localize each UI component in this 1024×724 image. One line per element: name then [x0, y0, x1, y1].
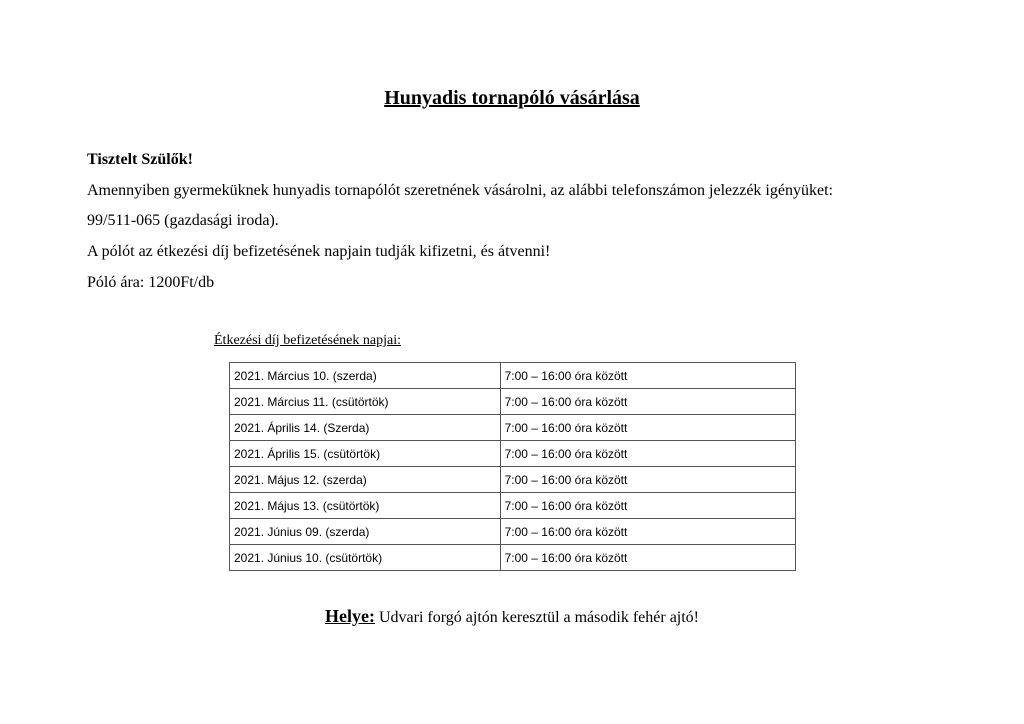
- paragraph-payment: A pólót az étkezési díj befizetésének napjain tudják kifizetni, és átvenni!: [87, 243, 551, 260]
- schedule-date: 2021. Május 13. (csütörtök): [230, 493, 501, 519]
- table-row: [230, 415, 796, 441]
- schedule-date: 2021. Május 12. (szerda): [230, 467, 501, 493]
- schedule-date: 2021. Június 10. (csütörtök): [230, 545, 501, 571]
- schedule-time: 7:00 – 16:00 óra között: [500, 519, 795, 545]
- table-row: [230, 545, 796, 571]
- schedule-time: 7:00 – 16:00 óra között: [500, 467, 795, 493]
- schedule-time: 7:00 – 16:00 óra között: [500, 415, 795, 441]
- schedule-table: [229, 362, 796, 571]
- document-title: Hunyadis tornapóló vásárlása: [384, 87, 640, 109]
- table-row: [230, 389, 796, 415]
- schedule-date: 2021. Április 15. (csütörtök): [230, 441, 501, 467]
- table-row: [230, 363, 796, 389]
- schedule-caption: Étkezési díj befizetésének napjai:: [214, 333, 401, 348]
- schedule-date: 2021. Március 10. (szerda): [230, 363, 501, 389]
- table-row: [230, 493, 796, 519]
- schedule-date: 2021. Április 14. (Szerda): [230, 415, 501, 441]
- paragraph-request: Amennyiben gyermeküknek hunyadis tornapólót szeretnének vásárolni, az alábbi telefonszámon jelezzék igényüket:: [87, 182, 833, 199]
- schedule-time: 7:00 – 16:00 óra között: [500, 493, 795, 519]
- schedule-date: 2021. Június 09. (szerda): [230, 519, 501, 545]
- table-row: [230, 519, 796, 545]
- schedule-time: 7:00 – 16:00 óra között: [500, 441, 795, 467]
- paragraph-phone: 99/511-065 (gazdasági iroda).: [87, 212, 279, 229]
- location-line: [0, 606, 1024, 627]
- location-text: Udvari forgó ajtón keresztül a második fehér ajtó!: [374, 609, 700, 626]
- table-row: [230, 467, 796, 493]
- paragraph-price: Póló ára: 1200Ft/db: [87, 274, 215, 291]
- schedule-date: 2021. Március 11. (csütörtök): [230, 389, 501, 415]
- location-label: Helye:: [324, 606, 375, 626]
- schedule-time: 7:00 – 16:00 óra között: [500, 545, 795, 571]
- table-row: [230, 441, 796, 467]
- schedule-time: 7:00 – 16:00 óra között: [500, 389, 795, 415]
- greeting: Tisztelt Szülők!: [87, 151, 193, 168]
- schedule-time: 7:00 – 16:00 óra között: [500, 363, 795, 389]
